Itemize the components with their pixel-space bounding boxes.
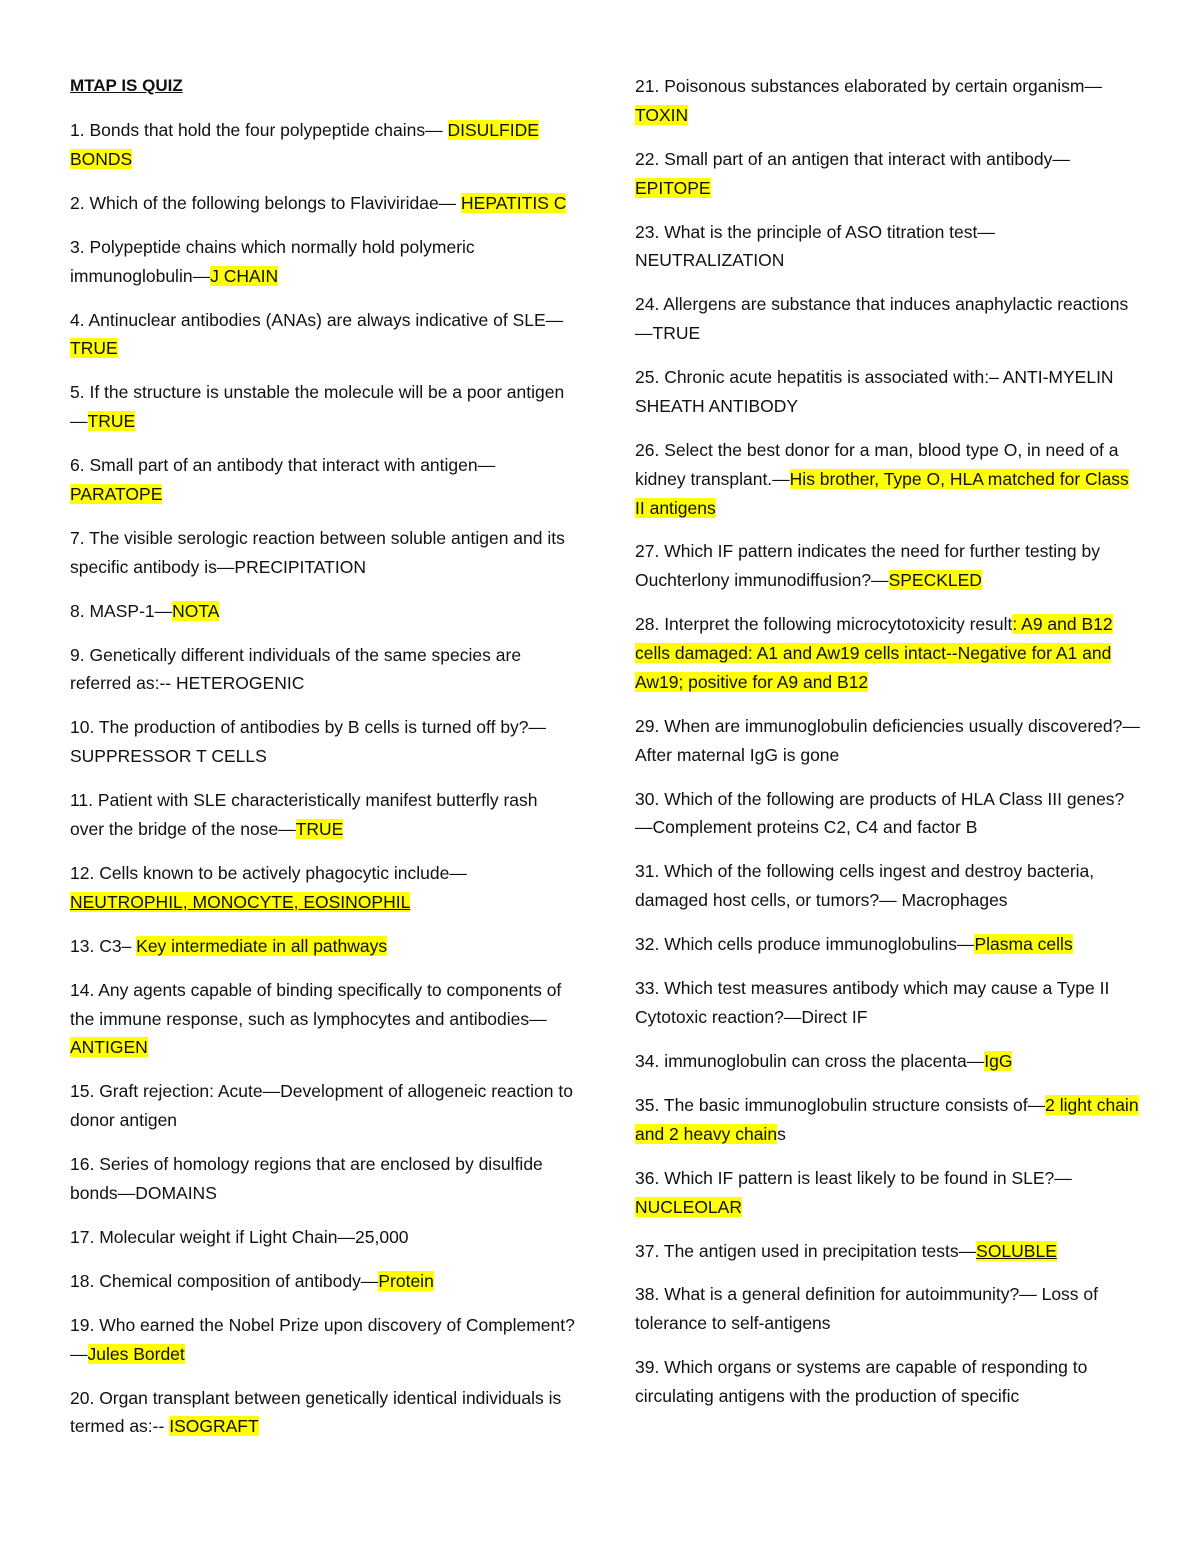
question-text: If the structure is unstable the molecule will be a poor antigen— <box>70 382 565 432</box>
question-text: Molecular weight if Light Chain— <box>94 1226 356 1247</box>
question-text: Poisonous substances elaborated by certain organism— <box>659 76 1102 96</box>
quiz-item <box>70 233 575 291</box>
question-text: Who earned the Nobel Prize upon discovery of Complement?— <box>70 1314 575 1364</box>
answer-tail: s <box>777 1123 786 1144</box>
answer-text: DISULFIDE BONDS <box>70 120 539 169</box>
question-text: Which organs or systems are capable of responding to circulating antigens with the production of specific <box>635 1357 1088 1407</box>
question-number: 24. <box>635 294 660 315</box>
answer-text: PRECIPITATION <box>234 556 366 577</box>
question-number: 20. <box>70 1387 95 1408</box>
question-number: 31. <box>635 861 660 882</box>
answer-text: NOTA <box>172 600 220 621</box>
question-text: When are immunoglobulin deficiencies usually discovered?— <box>659 715 1140 736</box>
question-number: 12. <box>70 863 95 883</box>
question-text: Chronic acute hepatitis is associated with:– <box>659 367 1003 388</box>
question-list-right <box>635 72 1140 1411</box>
question-text: Allergens are substance that induces anaphylactic reactions— <box>635 294 1129 344</box>
quiz-item <box>635 1237 1140 1266</box>
page-title: MTAP IS QUIZ <box>70 76 183 95</box>
question-text: Graft rejection: Acute— <box>94 1081 281 1102</box>
question-text: Chemical composition of antibody— <box>94 1270 379 1291</box>
question-number: 23. <box>635 221 660 242</box>
question-text: MASP-1— <box>84 600 173 621</box>
answer-text: HEPATITIS C <box>461 192 567 213</box>
question-number: 9. <box>70 644 85 665</box>
answer-text: His brother, Type O, HLA matched for Class II antigens <box>635 468 1129 518</box>
answer-text: ANTIGEN <box>70 1037 148 1058</box>
question-number: 18. <box>70 1270 95 1291</box>
question-text: Which IF pattern indicates the need for further testing by Ouchterlony immunodiffusion?— <box>635 541 1100 591</box>
question-text: Genetically different individuals of the same species are referred as:-- <box>70 644 522 694</box>
quiz-item <box>635 712 1140 770</box>
question-text: Series of homology regions that are enclosed by disulfide bonds— <box>70 1154 543 1203</box>
answer-text: : A9 and B12 cells damaged: A1 and Aw19 cells intact--Negative for A1 and Aw19; positive for A9 and B12 <box>635 614 1113 692</box>
quiz-item <box>70 713 575 771</box>
quiz-item <box>635 857 1140 915</box>
quiz-item <box>70 524 575 582</box>
question-number: 7. <box>70 527 85 548</box>
left-column <box>70 72 575 1456</box>
question-text: Small part of an antibody that interact with antigen— <box>84 455 496 476</box>
quiz-item <box>635 72 1140 130</box>
question-text: Which of the following are products of HLA Class III genes?— <box>635 788 1125 838</box>
question-text: The basic immunoglobulin structure consists of— <box>659 1094 1046 1115</box>
answer-text: 25,000 <box>355 1226 409 1247</box>
question-text: Patient with SLE characteristically manifest butterfly rash over the bridge of the nose— <box>70 790 538 840</box>
question-number: 17. <box>70 1226 95 1247</box>
answer-text: J CHAIN <box>210 265 279 286</box>
question-number: 1. <box>70 120 85 140</box>
quiz-item <box>70 786 575 844</box>
question-number: 14. <box>70 979 95 1000</box>
question-text: The antigen used in precipitation tests— <box>659 1240 977 1261</box>
quiz-item <box>635 1353 1140 1411</box>
answer-text: EPITOPE <box>635 177 711 198</box>
answer-text: After maternal IgG is gone <box>635 744 840 765</box>
question-text: Which cells produce immunoglobulins— <box>659 934 975 955</box>
question-number: 5. <box>70 382 85 403</box>
answer-text: NEUTRALIZATION <box>635 250 785 271</box>
question-text: Organ transplant between genetically identical individuals is termed as:-- <box>70 1387 562 1437</box>
answer-text: SPECKLED <box>888 570 982 591</box>
answer-text: Complement proteins C2, C4 and factor B <box>652 817 978 838</box>
answer-text: NUCLEOLAR <box>635 1196 742 1217</box>
question-number: 19. <box>70 1314 95 1335</box>
answer-text: NEUTROPHIL, MONOCYTE, EOSINOPHIL <box>70 891 411 912</box>
quiz-item <box>70 859 575 917</box>
question-text: Polypeptide chains which normally hold polymeric immunoglobulin— <box>70 236 475 286</box>
quiz-item <box>635 145 1140 203</box>
quiz-item <box>70 1267 575 1296</box>
quiz-item <box>635 363 1140 421</box>
answer-text: SOLUBLE <box>976 1240 1057 1261</box>
question-number: 37. <box>635 1240 660 1261</box>
quiz-item <box>635 610 1140 696</box>
question-number: 21. <box>635 76 660 96</box>
question-number: 11. <box>70 790 94 811</box>
question-number: 2. <box>70 192 85 213</box>
quiz-item <box>70 451 575 509</box>
answer-text: ANTI-MYELIN SHEATH ANTIBODY <box>635 367 1114 416</box>
quiz-item <box>635 290 1140 348</box>
question-number: 29. <box>635 715 660 736</box>
question-number: 27. <box>635 541 660 562</box>
answer-text: Jules Bordet <box>87 1343 185 1364</box>
answer-text: IgG <box>984 1050 1013 1071</box>
question-number: 10. <box>70 717 95 738</box>
quiz-item <box>635 218 1140 276</box>
quiz-item <box>70 1223 575 1252</box>
answer-text: TRUE <box>652 323 701 344</box>
question-text: Which of the following belongs to Flaviviridae— <box>84 192 462 213</box>
question-text: What is the principle of ASO titration test— <box>659 221 995 242</box>
question-list-left <box>70 116 575 1441</box>
question-text: Which test measures antibody which may cause a Type II Cytotoxic reaction?— <box>635 978 1110 1027</box>
answer-text: Loss of tolerance to self-antigens <box>635 1284 1099 1334</box>
quiz-item <box>70 932 575 961</box>
question-number: 3. <box>70 236 85 257</box>
quiz-item <box>635 1047 1140 1076</box>
quiz-item <box>635 1091 1140 1149</box>
answer-text: HETEROGENIC <box>176 673 305 694</box>
quiz-item <box>635 974 1140 1032</box>
question-text: Any agents capable of binding specifically to components of the immune response, such as lymphocytes and antibodies— <box>70 979 562 1029</box>
question-text: immunoglobulin can cross the placenta— <box>659 1050 985 1071</box>
question-number: 32. <box>635 934 660 955</box>
question-number: 8. <box>70 600 85 621</box>
quiz-item <box>635 1164 1140 1222</box>
answer-text: Development of allogeneic reaction to donor antigen <box>70 1081 573 1131</box>
quiz-item <box>70 378 575 436</box>
answer-text: Direct IF <box>801 1006 868 1027</box>
question-text: Bonds that hold the four polypeptide chains— <box>84 120 448 140</box>
quiz-item <box>635 930 1140 959</box>
quiz-item <box>70 1384 575 1442</box>
quiz-item <box>70 641 575 699</box>
answer-text: Macrophages <box>901 890 1008 911</box>
question-number: 15. <box>70 1081 95 1102</box>
question-number: 4. <box>70 309 85 330</box>
question-number: 6. <box>70 455 85 476</box>
question-number: 33. <box>635 978 660 999</box>
quiz-item <box>70 189 575 218</box>
question-text: Small part of an antigen that interact with antibody— <box>659 148 1070 169</box>
question-number: 34. <box>635 1050 660 1071</box>
question-number: 13. <box>70 935 95 956</box>
quiz-item <box>70 597 575 626</box>
question-number: 28. <box>635 614 660 635</box>
question-number: 30. <box>635 788 660 809</box>
answer-text: ISOGRAFT <box>169 1416 259 1437</box>
question-text: Which of the following cells ingest and destroy bacteria, damaged host cells, or tumors?— <box>635 861 1095 911</box>
question-number: 38. <box>635 1284 660 1305</box>
answer-text: TRUE <box>295 819 344 840</box>
answer-text: TRUE <box>87 411 136 432</box>
quiz-item <box>635 785 1140 843</box>
question-text: C3– <box>94 935 137 956</box>
quiz-item <box>70 306 575 364</box>
answer-text: Plasma cells <box>974 934 1073 955</box>
question-text: The production of antibodies by B cells is turned off by?— <box>94 717 547 738</box>
quiz-item <box>70 1311 575 1369</box>
question-number: 26. <box>635 439 660 460</box>
answer-text: TOXIN <box>635 104 689 125</box>
quiz-item <box>70 976 575 1062</box>
question-number: 39. <box>635 1357 660 1378</box>
quiz-item <box>70 1077 575 1135</box>
question-text: What is a general definition for autoimmunity?— <box>659 1284 1042 1305</box>
answer-text: SUPPRESSOR T CELLS <box>70 746 267 767</box>
quiz-item <box>635 436 1140 522</box>
question-text: The visible serologic reaction between soluble antigen and its specific antibody is— <box>70 527 565 577</box>
question-number: 16. <box>70 1154 95 1175</box>
question-number: 36. <box>635 1167 660 1188</box>
quiz-item <box>70 116 575 174</box>
question-number: 35. <box>635 1094 660 1115</box>
answer-text: DOMAINS <box>135 1182 217 1203</box>
right-column <box>635 72 1140 1426</box>
question-text: Antinuclear antibodies (ANAs) are always indicative of SLE— <box>84 309 564 330</box>
question-number: 22. <box>635 148 660 169</box>
quiz-item <box>635 537 1140 595</box>
answer-text: 2 light chain and 2 heavy chain <box>635 1094 1139 1144</box>
quiz-item <box>70 1150 575 1208</box>
answer-text: TRUE <box>70 338 118 359</box>
answer-text: Key intermediate in all pathways <box>136 935 388 956</box>
question-text: Cells known to be actively phagocytic include— <box>94 863 467 883</box>
question-text: Interpret the following microcytotoxicity result <box>659 614 1013 635</box>
question-text: Select the best donor for a man, blood type O, in need of a kidney transplant.— <box>635 439 1119 489</box>
quiz-item <box>635 1280 1140 1338</box>
question-text: Which IF pattern is least likely to be found in SLE?— <box>659 1167 1072 1188</box>
question-number: 25. <box>635 367 660 388</box>
answer-text: PARATOPE <box>70 483 163 504</box>
answer-text: Protein <box>378 1270 434 1291</box>
